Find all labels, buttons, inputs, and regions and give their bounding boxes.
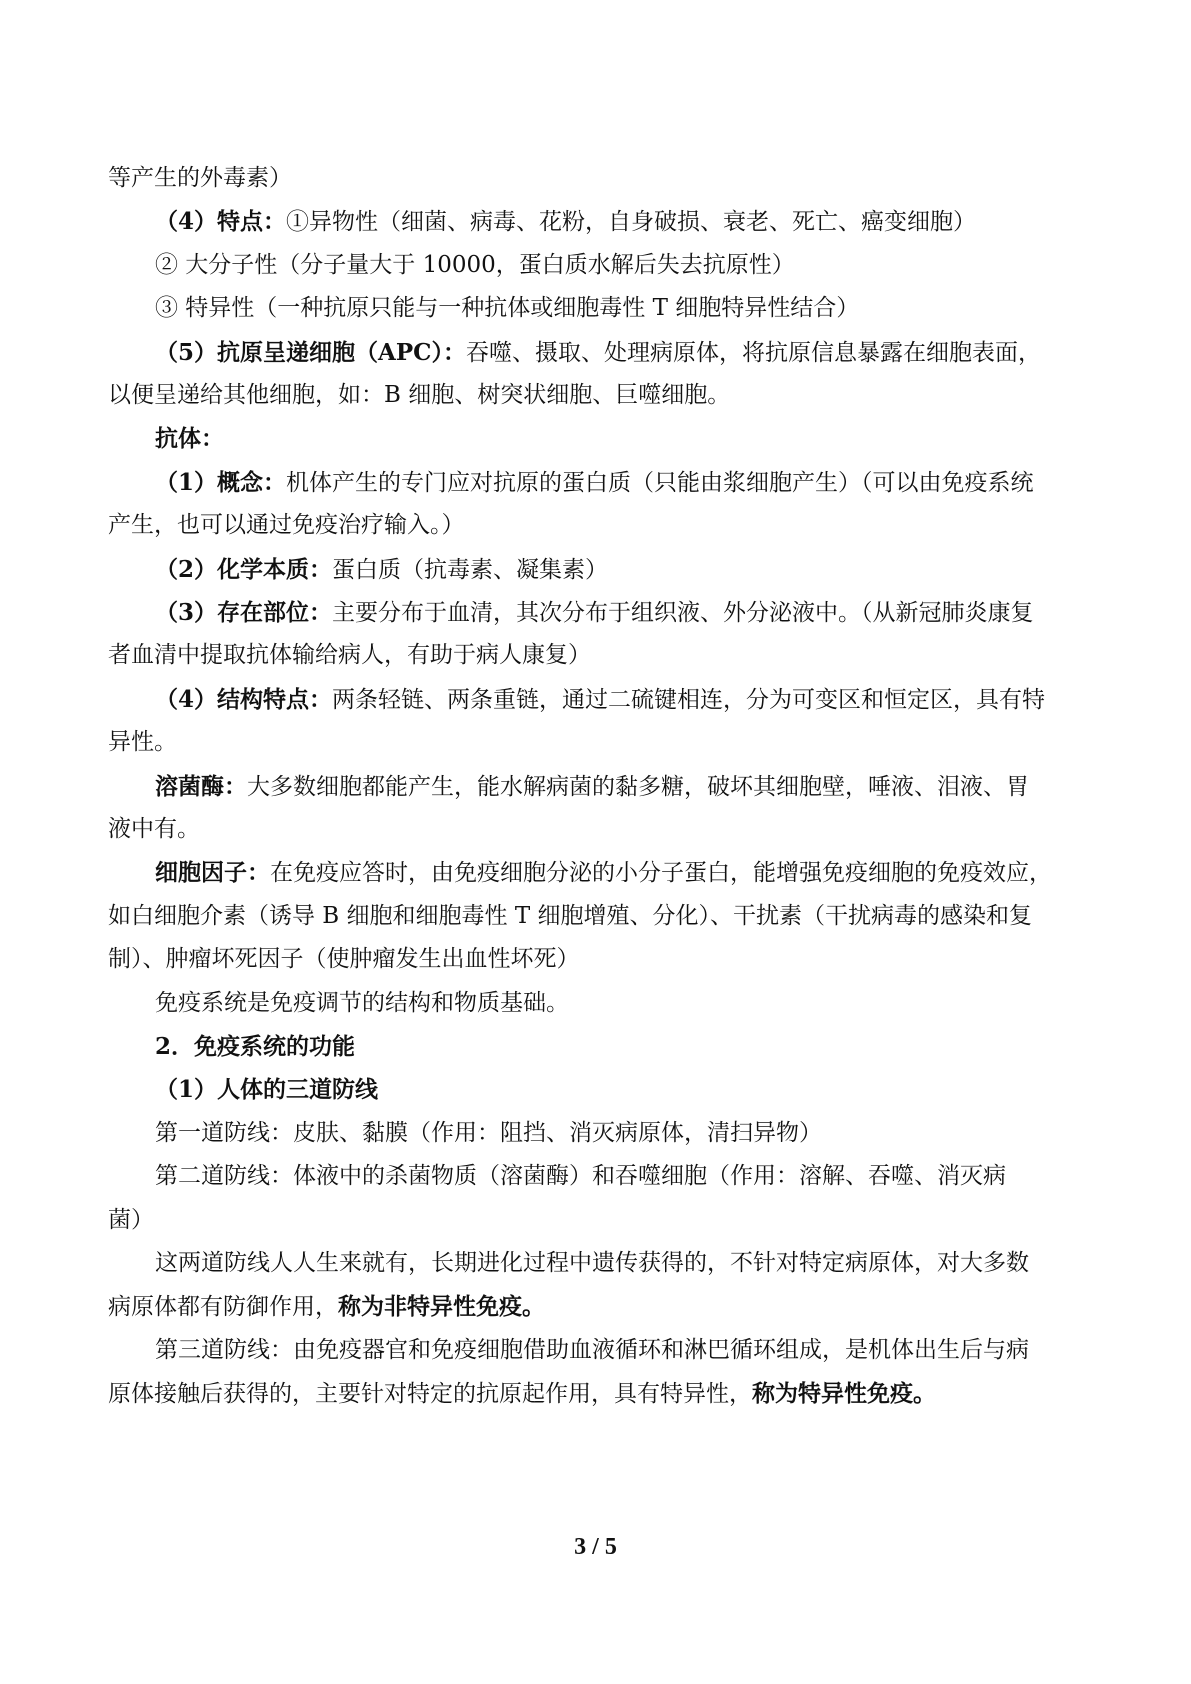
- line-text: 菌）: [108, 1206, 154, 1233]
- text-line: [108, 589, 1133, 637]
- text-line: [108, 1110, 1133, 1157]
- bold-text: （2）化学本质：: [155, 555, 333, 583]
- text-line: [108, 1023, 1133, 1071]
- line-text: 液中有。: [108, 816, 200, 842]
- text-line: [108, 936, 1086, 983]
- line-text: 两条轻链、两条重链，通过二硫键相连，分为可变区和恒定区，具有特: [332, 686, 1046, 713]
- text-line: [108, 502, 1086, 549]
- text-line: [108, 893, 1086, 940]
- line-text: 等产生的外毒素）: [108, 165, 292, 191]
- bold-text: 溶菌酶：: [155, 772, 247, 800]
- text-line: [108, 329, 1133, 377]
- bold-text: （4）结构特点：: [155, 685, 333, 713]
- bold-text: 细胞因子：: [155, 859, 270, 887]
- text-line: [108, 155, 1086, 202]
- page-number: 3 / 5: [574, 1534, 617, 1560]
- text-line: [108, 719, 1086, 766]
- text-line: [108, 1327, 1133, 1374]
- line-text: 如白细胞介素（诱导 B 细胞和细胞毒性 T 细胞增殖、分化）、干扰素（干扰病毒的感染和复: [108, 902, 1032, 929]
- line-text: 免疫系统是免疫调节的结构和物质基础。: [155, 989, 569, 1016]
- line-text: 制）、肿瘤坏死因子（使肿瘤发生出血性坏死）: [108, 946, 580, 973]
- text-line: [108, 1370, 1086, 1418]
- text-line: [108, 546, 1133, 594]
- line-text: 病原体都有防御作用，: [108, 1294, 338, 1321]
- line-text: 大多数细胞都能产生，能水解病菌的黏多糖，破坏其细胞壁，唾液、泪液、胃: [247, 773, 1029, 800]
- text-line: [108, 459, 1133, 507]
- bold-text: （1）人体的三道防线: [155, 1076, 379, 1104]
- bold-text: （5）抗原呈递细胞（APC）：: [155, 338, 466, 366]
- bold-text: （4）特点：: [155, 208, 287, 236]
- line-text: 第三道防线：由免疫器官和免疫细胞借助血液循环和淋巴循环组成，是机体出生后与病: [155, 1336, 1029, 1363]
- line-text: 产生，也可以通过免疫治疗输入。）: [108, 512, 465, 539]
- text-line: [108, 763, 1133, 811]
- bold-text: 称为非特异性免疫。: [338, 1293, 545, 1321]
- line-text: 在免疫应答时，由免疫细胞分泌的小分子蛋白，能增强免疫细胞的免疫效应，: [270, 860, 1052, 887]
- bold-text: （3）存在部位：: [155, 599, 333, 626]
- bold-text: 称为特异性免疫。: [752, 1380, 936, 1408]
- text-line: [108, 1283, 1086, 1331]
- line-text: 吞噬、摄取、处理病原体，将抗原信息暴露在细胞表面，: [465, 339, 1041, 366]
- text-line: [108, 415, 1133, 463]
- line-text: ② 大分子性（分子量大于 10000，蛋白质水解后失去抗原性）: [155, 251, 795, 278]
- bold-text: 抗体：: [155, 425, 224, 453]
- bold-text: （1）概念：: [155, 468, 287, 496]
- line-text: 主要分布于血清，其次分布于组织液、外分泌液中。（从新冠肺炎康复: [332, 600, 1034, 626]
- text-line: [108, 242, 1133, 289]
- line-text: 机体产生的专门应对抗原的蛋白质（只能由浆细胞产生）（可以由免疫系统: [286, 469, 1034, 496]
- text-line: [108, 849, 1133, 897]
- text-line: [108, 1240, 1133, 1287]
- text-line: [108, 1153, 1133, 1200]
- line-text: 异性。: [108, 729, 177, 756]
- text-line: [108, 372, 1086, 419]
- text-line: [108, 806, 1086, 853]
- line-text: 以便呈递给其他细胞，如：B 细胞、树突状细胞、巨噬细胞。: [108, 382, 731, 408]
- line-text: 原体接触后获得的，主要针对特定的抗原起作用，具有特异性，: [108, 1381, 752, 1408]
- line-text: 第二道防线：体液中的杀菌物质（溶菌酶）和吞噬细胞（作用：溶解、吞噬、消灭病: [155, 1163, 1006, 1190]
- line-text: 这两道防线人人生来就有，长期进化过程中遗传获得的，不针对特定病原体，对大多数: [155, 1250, 1029, 1276]
- line-text: ①异物性（细菌、病毒、花粉，自身破损、衰老、死亡、癌变细胞）: [286, 209, 977, 236]
- bold-text: 2．免疫系统的功能: [155, 1033, 356, 1060]
- text-line: [108, 198, 1133, 246]
- line-text: 蛋白质（抗毒素、凝集素）: [332, 556, 609, 583]
- text-line: [108, 676, 1133, 724]
- line-text: ③ 特异性（一种抗原只能与一种抗体或细胞毒性 T 细胞特异性结合）: [155, 295, 860, 322]
- text-line: [108, 632, 1086, 679]
- line-text: 第一道防线：皮肤、黏膜（作用：阻挡、消灭病原体，清扫异物）: [155, 1119, 822, 1146]
- text-line: [108, 1066, 1133, 1114]
- text-line: [108, 285, 1133, 332]
- text-line: [108, 980, 1133, 1027]
- text-line: [108, 1197, 1086, 1244]
- line-text: 者血清中提取抗体输给病人，有助于病人康复）: [108, 642, 591, 669]
